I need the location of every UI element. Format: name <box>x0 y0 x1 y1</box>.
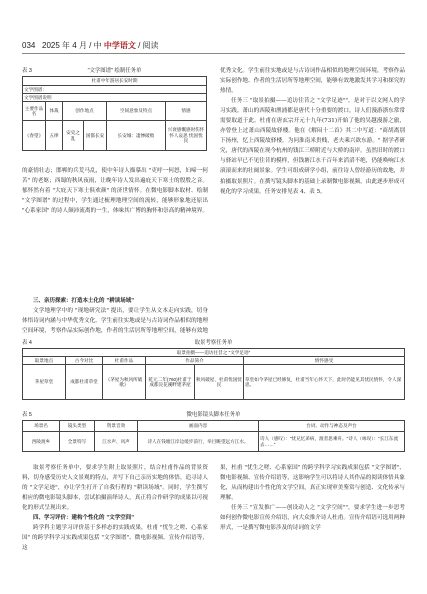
left-column-mid <box>22 296 208 336</box>
table3-header: 空间意象及特点 <box>107 102 166 121</box>
table4-cell: 茅屋草堂 <box>23 365 66 400</box>
section-heading: 三、亲历探索：打造本土化的 "耕读场域" <box>33 298 135 304</box>
table3-header: 体裁 <box>46 102 63 121</box>
section-label: / 阅读 <box>138 41 159 50</box>
right-column-lower <box>220 463 405 583</box>
table3-label2: 文学图谱说明 <box>23 94 207 102</box>
table5-title: 微电影镜头脚本任务单 <box>186 412 241 418</box>
table5-cell: 全景特写 <box>60 432 95 452</box>
left-column-lower <box>22 463 208 583</box>
table5-header: 台词、动作与神态及声台 <box>259 421 405 432</box>
table3-title-row: 杜甫中年游居长安时期 <box>23 77 207 86</box>
paragraph: 任务三 "宣发推广——创设动人之 "文学空间""，要求学生进一步思考如何创作微电影宣传介绍语，向大众推介诗人杜甫。宣传介绍语可选用两种形式，一是撰写微电影涉及的诗词的文学 <box>220 505 405 532</box>
paragraph: 果，杜甫 "忧生之嗟、心系家国" 的跨学科学习实践成果包括 "文学图谱"、微电影视频、宣传介绍语等，这影响学生可以将诗人其作品的阅读体悟具象化，从而构建出个性化的文学空间，真正实现审美鉴赏与创造、文化传承与理解。 <box>220 465 405 502</box>
table4-cell: 乾元二年(760)杜甫于成都浣花溪畔建茅屋 <box>146 365 195 400</box>
table3-cell: 兴衰感慨感时伤怀 怀人哀思 忧国忧民 <box>166 121 207 151</box>
table3 <box>22 76 207 151</box>
table4-cell: 《茅屋为秋风所破歌》 <box>103 365 146 400</box>
table3-header: 创作地点 <box>63 102 107 121</box>
table3-header: 情感 <box>166 102 207 121</box>
table4-cell: 草堂如今茅屋已经修复，杜甫当年心怀天下，此时仍能见其忧民情怀，令人深思。 <box>244 365 405 400</box>
table4-cell: 秋风破屋，杜甫忧国忧民 <box>195 365 244 400</box>
table5 <box>22 420 405 452</box>
table3-cell: 五律 <box>46 121 63 151</box>
table4-header: 杜甫作品 <box>103 357 146 365</box>
table5-header: 资景音效 <box>95 421 138 432</box>
table4-header-row <box>23 357 405 365</box>
page-number: 034 <box>22 41 36 50</box>
paragraph: 跨学科主题学习评价基于多样态的实践成果，杜甫 "忧生之嗟、心系家国" 的跨学科学习实践成果包括 "文学图谱"、微电影视频、宣传介绍语等，这 <box>22 525 208 552</box>
table4-header: 作品简介 <box>146 357 244 365</box>
table4-cell: 成都杜甫草堂 <box>66 365 103 400</box>
paragraph: 取景考察任务单中，要求学生附上取景照片，结合杜甫作品的背景资料，切身感受历史人文景观的特点，并写下自己亲历实地的体悟。追寻诗人的 "文学足迹"，亦让学生打开了自我行程的 "耕读场域"。同时，学生撰写相应的微电影镜头脚本，尝试拍摄演绎诗人，真正将合作研学的成果以可视化的形式呈现出来。 <box>22 465 208 512</box>
left-column-upper <box>22 166 208 298</box>
table4-header: 情怀感受 <box>244 357 405 365</box>
table5-cell: 西陵渡乡 <box>23 432 60 452</box>
table5-cell: 诗人在钱塘江岸边缓步前行，举目眺望远方江水。 <box>138 432 259 452</box>
section-heading: 四、学习评价：建构个性化的 "文学空间" <box>33 515 135 522</box>
table4-title: 取景考察任务单 <box>194 340 233 346</box>
table3-label1: 文学图谱： <box>23 86 207 94</box>
table3-header-row <box>23 102 207 121</box>
table3-cell: 安史之乱 <box>63 121 84 151</box>
table4 <box>22 348 405 400</box>
table3-title: "文学图谱" 绘制任务单 <box>87 68 142 74</box>
table4-header: 取景地点 <box>23 357 66 365</box>
table-row <box>23 121 207 151</box>
page-header <box>22 40 159 51</box>
table-row <box>23 365 405 400</box>
header-rule <box>22 53 405 54</box>
table3-cell: 《春望》 <box>23 121 46 151</box>
table4-caption: 表 4 <box>22 340 32 346</box>
table3-cell: 国都长安 <box>84 121 107 151</box>
table5-cell: 诗人（感叹）："忧兄忆弟病，渡者思乘舟。"诗人（咏叹）："长江东流去……" <box>259 432 405 452</box>
paragraph: 文学地理学中的 "现地研究法" 提出，要让学生从文本走向实践，切身体悟诗词内涵与中华优秀文化。学生前往实地或是与古诗词作品相似的地理空间环境，考察作品实际创作地，作者的生活居所等地理空间，能够有效地 <box>22 308 208 335</box>
issue-date: 2025 年 4 月 / 中 <box>42 41 102 50</box>
paragraph: 任务三 "取景拍摄——追访往昔之 "文学足迹""，是对于以文网人的学习实践。萧山的西陵和渔浦都是唐代十分重要的渡口，诗人们漫游浙东常常需要取道于此。杜甫在唐玄宗开元十九年(731)开始了他的吴越漫游之旅，亦曾登上过萧山西陵故驿楼。他在《解闷十二首》其二中写道："商胡离别下扬州，忆上西陵故驿楼。为问淮南米贵贱，老夫乘兴欲东游。" 据学者研究，唐代的西陵在现今杭州的钱江三桥附近与大桥的南岸。虽然旧时的渡口与驿站早已不见往昔的模样，但钱塘江水千百年来滔滔不绝，仍能唤响江水滚滚而来的壮阔景象。学生可组成研学小组，前往诗人曾经游历的故地，并拍摄取景照片。在撰写镜头脚本的基础上录制微电影视频，由此逐步形成可视化的学习成果。任务安排见表 4、表 5。 <box>220 98 405 195</box>
paragraph: 优秀文化。学生前往实地或是与古诗词作品相似的地理空间环境，考察作品实际创作地、作者的生活居所等地理空间，能够有效地激发其学习和探究的热情。 <box>220 68 405 95</box>
table5-header: 场景名 <box>23 421 60 432</box>
journal-logo: 中学语文 <box>103 40 136 50</box>
table3-cell: 长安城：凄惨破败 <box>107 121 166 151</box>
table-row <box>23 432 405 452</box>
table5-caption: 表 5 <box>22 412 32 418</box>
table3-caption: 表 3 <box>22 68 32 74</box>
table5-cell: 江水声、风声 <box>95 432 138 452</box>
table3-header: 主要作品名 <box>23 102 46 121</box>
table5-header: 画面内容 <box>138 421 259 432</box>
table5-header-row <box>23 421 405 432</box>
table4-header: 古今对比 <box>66 357 103 365</box>
right-column-upper <box>220 66 405 328</box>
table5-header: 镜头类型 <box>60 421 95 432</box>
table4-subtitle: 取景拍摄——追访往昔之 "文学足迹" <box>23 349 405 357</box>
paragraph: 的豪情壮志；邯郸的兵荒马乱，使中年诗人描摹出 "吏呼一何怒，妇啼一何苦" 的老妪；西蜀的秋风夜雨，让晚年诗人发出遍庇天下寒士的殷殷之音。郁怀然有着 "大庇天下寒士俱欢颜" 的济世情怀。在微电影脚本取材、绘制 "文学图谱" 的过程中，学生通过梳理地理空间的流转，能够形象地还原出 "心系家国" 的诗人颠沛流离的一生，体味其广博的胸怀和崇高的精神境界。 <box>22 168 208 215</box>
